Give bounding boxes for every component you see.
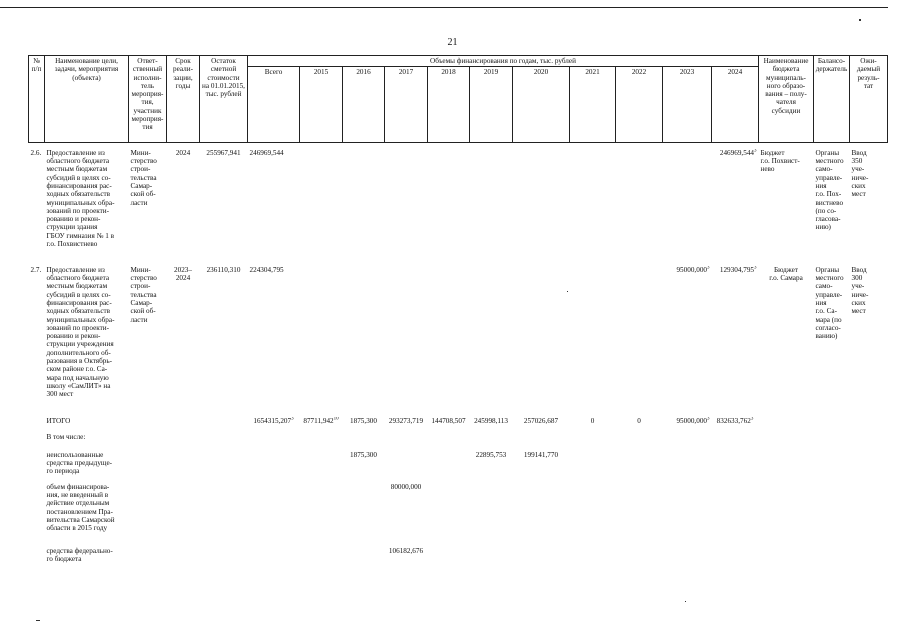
row-year-value xyxy=(300,149,343,262)
total-label: ИТОГО xyxy=(46,416,71,425)
breakdown-label: объем финансирова- ния, не введенный в действие отдельным постановлением Пра- вительства Самарской области в 2015 году xyxy=(46,482,115,533)
header-year: 2024 xyxy=(712,67,759,143)
breakdown-year: 80000,000 xyxy=(390,482,422,491)
row-num: 2.7. xyxy=(30,265,42,274)
scan-speck xyxy=(567,291,568,292)
row-budget: Бюджет г.о. Самара xyxy=(769,265,803,283)
breakdown-year: 199141,770 xyxy=(523,450,559,459)
header-name: Наименование цели, задачи, мероприятия (объекта) xyxy=(45,56,129,143)
row-year-value xyxy=(385,266,428,417)
row-total: 246969,544 xyxy=(249,148,284,157)
header-funding-group: Объемы финансирования по годам, тыс. рублей xyxy=(248,56,759,67)
header-year: 2021 xyxy=(570,67,616,143)
row-year-value xyxy=(663,149,712,262)
header-year: 2023 xyxy=(663,67,712,143)
scan-speck xyxy=(859,19,861,21)
table-row xyxy=(29,149,888,262)
header-num: № п/п xyxy=(29,56,45,143)
row-responsible: Мини- стерство строи- тельства Самар- ской об- ласти xyxy=(130,148,157,207)
breakdown-year: 106182,676 xyxy=(388,546,424,555)
total-year: 0 xyxy=(637,416,641,425)
breakdown-year: 22895,753 xyxy=(475,450,507,459)
breakdown-label: средства федерально- го бюджета xyxy=(46,546,113,564)
breakdown-row xyxy=(29,483,888,547)
header-year: 2019 xyxy=(470,67,513,143)
breakdown-year xyxy=(385,451,428,483)
total-year: 832633,762$^3$ xyxy=(716,416,754,425)
row-year-value xyxy=(300,266,343,417)
page-number: 21 xyxy=(447,37,458,48)
header-year: 2015 xyxy=(300,67,343,143)
total-year: 1875,300 xyxy=(350,416,377,425)
breakdown-year: 1875,300 xyxy=(350,450,377,459)
row-year-value xyxy=(428,266,470,417)
row-num: 2.6. xyxy=(30,148,42,157)
breakdown-row xyxy=(29,451,888,483)
row-holder: Органы местного само- управле- ния г.о. Са- мара (по согласо- ванию) xyxy=(815,265,844,341)
row-name: Предоставление из областного бюджета местным бюджетам субсидий в целях со- финансирования рас- ходных обязательств муниципальных обра- зований по проекти- рованию и рекон- струкции учреждения дополнительного об- разования в Октябрь- ском районе г.о. Са- мара под начальную школу «СамЛИТ» на 300 мест xyxy=(46,265,115,399)
breakdown-year xyxy=(300,451,343,483)
row-year-value xyxy=(470,149,513,262)
header-year: 2022 xyxy=(616,67,663,143)
row-year-value xyxy=(513,266,570,417)
row-year-value: 129304,795$^3$ xyxy=(719,265,757,274)
row-remainder: 255967,941 xyxy=(206,148,241,157)
header-result: Ожи- даемый резуль- тат xyxy=(850,56,888,143)
row-year-value xyxy=(570,266,616,417)
row-year-value xyxy=(470,266,513,417)
row-period: 2024 xyxy=(175,148,191,157)
total-year: 257026,687 xyxy=(523,416,559,425)
header-year: 2018 xyxy=(428,67,470,143)
row-year-value: 246969,544$^3$ xyxy=(719,148,757,157)
scan-speck xyxy=(685,601,686,602)
total-year: 0 xyxy=(590,416,595,425)
header-remainder: Остаток сметной стоимости на 01.01.2015, тыс. рублей xyxy=(200,56,248,143)
header-holder: Балансо- держатель xyxy=(814,56,850,143)
breakdown-year xyxy=(428,451,470,483)
including-label: В том числе: xyxy=(46,432,86,441)
header-year: 2017 xyxy=(385,67,428,143)
header-responsible: Ответ- ственный исполни- тель мероприя- тия, участник мероприя- тия xyxy=(129,56,167,143)
including-row xyxy=(29,433,888,451)
header-year: 2016 xyxy=(343,67,385,143)
row-year-value xyxy=(616,266,663,417)
row-year-value xyxy=(428,149,470,262)
table-row xyxy=(29,266,888,417)
header-budget-name: Наименование бюджета муниципаль- ного образо- вания – полу- чателя субсидии xyxy=(759,56,814,143)
total-year: 293273,719 xyxy=(388,416,424,425)
row-year-value xyxy=(343,149,385,262)
row-holder: Органы местного само- управле- ния г.о. Пох- вистнево (по со- гласова- нию) xyxy=(815,148,844,232)
header-period: Срок реали- зации, годы xyxy=(167,56,200,143)
row-year-value xyxy=(513,149,570,262)
top-rule xyxy=(0,7,888,8)
header-total: Всего xyxy=(248,67,300,143)
total-year: 245998,113 xyxy=(474,416,508,425)
row-result: Ввод 300 уче- ниче- ских мест xyxy=(851,265,869,316)
row-year-value xyxy=(570,149,616,262)
row-period: 2023– 2024 xyxy=(174,265,192,283)
row-remainder: 236110,310 xyxy=(206,265,241,274)
breakdown-row xyxy=(29,547,888,567)
row-total: 224304,795 xyxy=(249,265,284,274)
total-year: 95000,000$^3$ xyxy=(676,416,710,425)
total-year: 144708,507 xyxy=(431,416,466,425)
row-responsible: Мини- стерство строи- тельства Самар- ской об- ласти xyxy=(130,265,157,324)
total-year: 87711,942$^{10}$ xyxy=(303,416,339,425)
row-year-value xyxy=(616,149,663,262)
row-year-value: 95000,000$^3$ xyxy=(676,265,710,274)
total-all: 1654315,207$^3$ xyxy=(253,416,294,425)
funding-table xyxy=(28,55,888,567)
total-row xyxy=(29,417,888,433)
breakdown-label: неиспользованные средства предыдуще- го периода xyxy=(46,450,113,476)
row-name: Предоставление из областного бюджета местным бюджетам субсидий в целях со- финансирования рас- ходных обязательств муниципальных обра- зований по проекти- рованию и рекон- струкции здания ГБОУ гимназия № 1 в г.о. Похвистнево xyxy=(46,148,115,249)
header-year: 2020 xyxy=(513,67,570,143)
row-result: Ввод 350 уче- ниче- ских мест xyxy=(851,148,869,199)
row-year-value xyxy=(343,266,385,417)
scan-speck xyxy=(36,620,40,621)
row-year-value xyxy=(385,149,428,262)
row-budget: Бюджет г.о. Похвист- нево xyxy=(760,148,800,174)
